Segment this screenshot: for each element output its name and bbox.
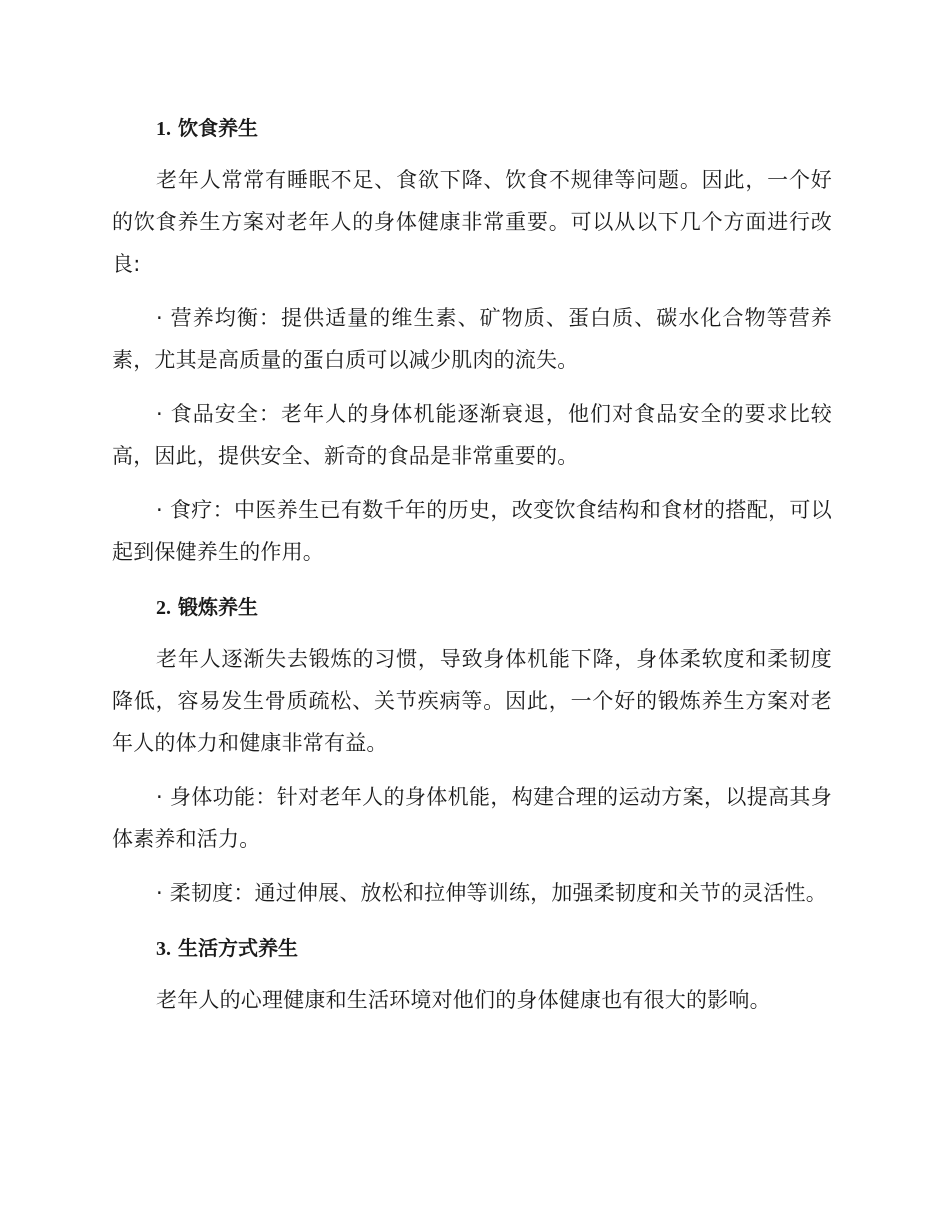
section-heading-lifestyle (156, 928, 832, 969)
bullet-body-function: · 身体功能：针对老年人的身体机能，构建合理的运动方案，以提高其身体素养和活力。 (112, 785, 832, 851)
bullet-nutrition-balance: · 营养均衡：提供适量的维生素、矿物质、蛋白质、碳水化合物等营养素，尤其是高质量的蛋白质可以减少肌肉的流失。 (112, 306, 832, 372)
bullet-flexibility: · 柔韧度：通过伸展、放松和拉伸等训练，加强柔韧度和关节的灵活性。 (156, 881, 827, 905)
section-heading-exercise (156, 587, 832, 628)
bullet-food-therapy: · 食疗：中医养生已有数千年的历史，改变饮食结构和食材的搭配，可以起到保健养生的作用。 (112, 498, 832, 564)
section-number: 2. (156, 597, 171, 619)
section-title: 锻炼养生 (177, 595, 258, 619)
section-title: 饮食养生 (177, 116, 258, 140)
section-number: 1. (156, 118, 171, 140)
document-page (112, 108, 832, 1021)
section-title: 生活方式养生 (177, 936, 298, 960)
section-heading-diet (156, 108, 832, 149)
exercise-intro-paragraph: 老年人逐渐失去锻炼的习惯，导致身体机能下降，身体柔软度和柔韧度降低，容易发生骨质疏松、关节疾病等。因此，一个好的锻炼养生方案对老年人的体力和健康非常有益。 (112, 647, 832, 755)
diet-intro-paragraph: 老年人常常有睡眠不足、食欲下降、饮食不规律等问题。因此，一个好的饮食养生方案对老年人的身体健康非常重要。可以从以下几个方面进行改良: (112, 168, 832, 276)
lifestyle-intro-paragraph: 老年人的心理健康和生活环境对他们的身体健康也有很大的影响。 (156, 988, 771, 1012)
section-number: 3. (156, 938, 171, 960)
bullet-food-safety: · 食品安全：老年人的身体机能逐渐衰退，他们对食品安全的要求比较高，因此，提供安全、新奇的食品是非常重要的。 (112, 402, 832, 468)
